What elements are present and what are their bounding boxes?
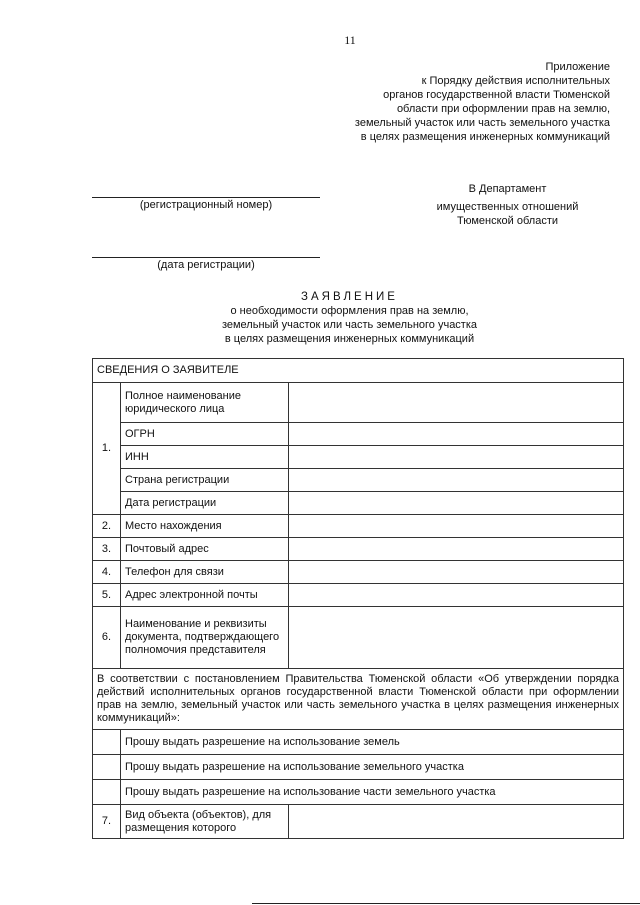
checkbox-label: Прошу выдать разрешение на использование части земельного участка: [121, 780, 624, 805]
field-label: ОГРН: [121, 423, 289, 446]
field-input-full-name[interactable]: [289, 383, 624, 423]
checkbox-plot-part-use[interactable]: [93, 780, 121, 805]
field-input-location[interactable]: [289, 515, 624, 538]
addressee-line: имущественных отношений: [436, 201, 579, 213]
addressee-line: Тюменской области: [456, 215, 558, 227]
field-label: Полное наименование юридического лица: [121, 383, 289, 423]
document-title: ЗАЯВЛЕНИЕ: [301, 291, 398, 303]
registration-number-label: (регистрационный номер): [139, 199, 273, 211]
field-label: Наименование и реквизиты документа, подтверждающего полномочия представителя: [121, 607, 289, 669]
row-number: 4.: [93, 561, 121, 584]
row-number: 3.: [93, 538, 121, 561]
field-input-email[interactable]: [289, 584, 624, 607]
field-label: Место нахождения: [121, 515, 289, 538]
field-label: Страна регистрации: [121, 469, 289, 492]
field-input-phone[interactable]: [289, 561, 624, 584]
field-label: Телефон для связи: [121, 561, 289, 584]
checkbox-label: Прошу выдать разрешение на использование земельного участка: [121, 755, 624, 780]
registration-date-line[interactable]: [92, 257, 320, 258]
regulation-paragraph: В соответствии с постановлением Правительства Тюменской области «Об утверждении порядка действий исполнительных органов государственной власти Тюменской области при оформлении прав на землю, земельный участок или часть земельного участка в целях размещения инженерных коммуникаций»:: [93, 669, 624, 730]
field-input-reg-date[interactable]: [289, 492, 624, 515]
document-subtitle-line: о необходимости оформления прав на землю,: [230, 305, 469, 317]
checkbox-land-use[interactable]: [93, 730, 121, 755]
document-subtitle-line: в целях размещения инженерных коммуникаций: [224, 333, 475, 345]
field-label: Адрес электронной почты: [121, 584, 289, 607]
row-number: 7.: [93, 805, 121, 839]
field-label: ИНН: [121, 446, 289, 469]
document-subtitle-line: земельный участок или часть земельного участка: [221, 319, 478, 331]
registration-number-line[interactable]: [92, 197, 320, 198]
field-input-country[interactable]: [289, 469, 624, 492]
field-label: Почтовый адрес: [121, 538, 289, 561]
footer-rule: [252, 903, 640, 904]
appendix-block: [355, 60, 610, 144]
field-label: Дата регистрации: [121, 492, 289, 515]
row-number: 5.: [93, 584, 121, 607]
document-heading: [92, 290, 607, 346]
field-input-object-type[interactable]: [289, 805, 624, 839]
field-input-ogrn[interactable]: [289, 423, 624, 446]
page-number: 11: [344, 33, 356, 47]
applicant-form-table: [92, 358, 624, 839]
row-number: 1.: [93, 383, 121, 515]
appendix-line: Приложение: [545, 61, 610, 73]
field-label: Вид объекта (объектов), для размещения которого: [121, 805, 289, 839]
appendix-line: органов государственной власти Тюменской: [383, 89, 610, 101]
registration-date-label: (дата регистрации): [157, 259, 255, 271]
row-number: 6.: [93, 607, 121, 669]
appendix-line: к Порядку действия исполнительных: [421, 75, 610, 87]
checkbox-plot-use[interactable]: [93, 755, 121, 780]
section-title: СВЕДЕНИЯ О ЗАЯВИТЕЛЕ: [93, 359, 624, 383]
appendix-line: в целях размещения инженерных коммуникаций: [360, 131, 610, 143]
field-input-postal-address[interactable]: [289, 538, 624, 561]
checkbox-label: Прошу выдать разрешение на использование земель: [121, 730, 624, 755]
appendix-line: области при оформлении прав на землю,: [396, 103, 610, 115]
row-number: 2.: [93, 515, 121, 538]
field-input-representative-doc[interactable]: [289, 607, 624, 669]
field-input-inn[interactable]: [289, 446, 624, 469]
addressee-line: В Департамент: [468, 183, 547, 195]
appendix-line: земельный участок или часть земельного участка: [354, 117, 610, 129]
